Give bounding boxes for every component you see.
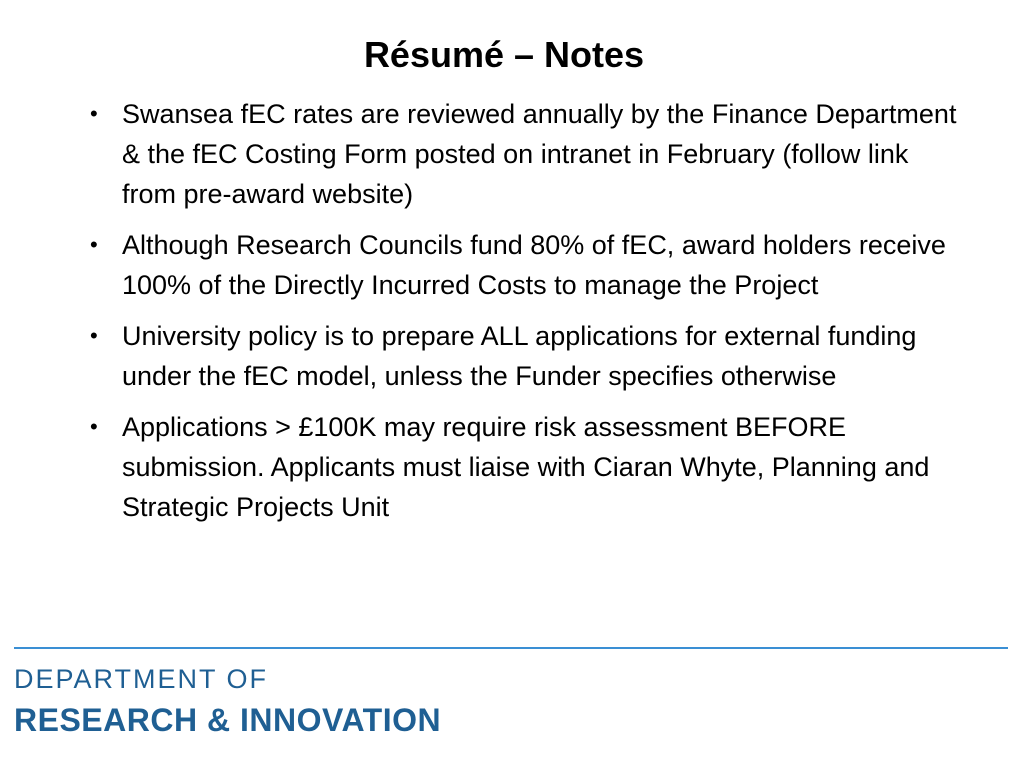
bullet-item (88, 316, 968, 396)
bullet-text: Although Research Councils fund 80% of fEC, award holders receive 100% of the Directly Incurred Costs to manage the Project (122, 230, 946, 300)
bullet-item (88, 407, 968, 527)
bullet-text: Applications > £100K may require risk assessment BEFORE submission. Applicants must liaise with Ciaran Whyte, Planning and Strategic Projects Unit (122, 412, 930, 522)
footer-divider (14, 647, 1008, 649)
department-logo-line2: RESEARCH & INNOVATION (14, 702, 442, 738)
bullet-list (88, 94, 968, 538)
department-logo-line1: DEPARTMENT OF (14, 664, 269, 694)
bullet-text: University policy is to prepare ALL applications for external funding under the fEC model, unless the Funder specifies otherwise (122, 321, 917, 391)
bullet-icon: • (90, 414, 98, 439)
bullet-icon: • (90, 232, 98, 257)
bullet-icon: • (90, 323, 98, 348)
bullet-icon: • (90, 101, 98, 126)
bullet-text: Swansea fEC rates are reviewed annually by the Finance Department & the fEC Costing Form posted on intranet in February (follow link from pre-award website) (122, 99, 957, 209)
bullet-item (88, 225, 968, 305)
bullet-item (88, 94, 968, 214)
slide-title: Résumé – Notes (363, 34, 645, 75)
